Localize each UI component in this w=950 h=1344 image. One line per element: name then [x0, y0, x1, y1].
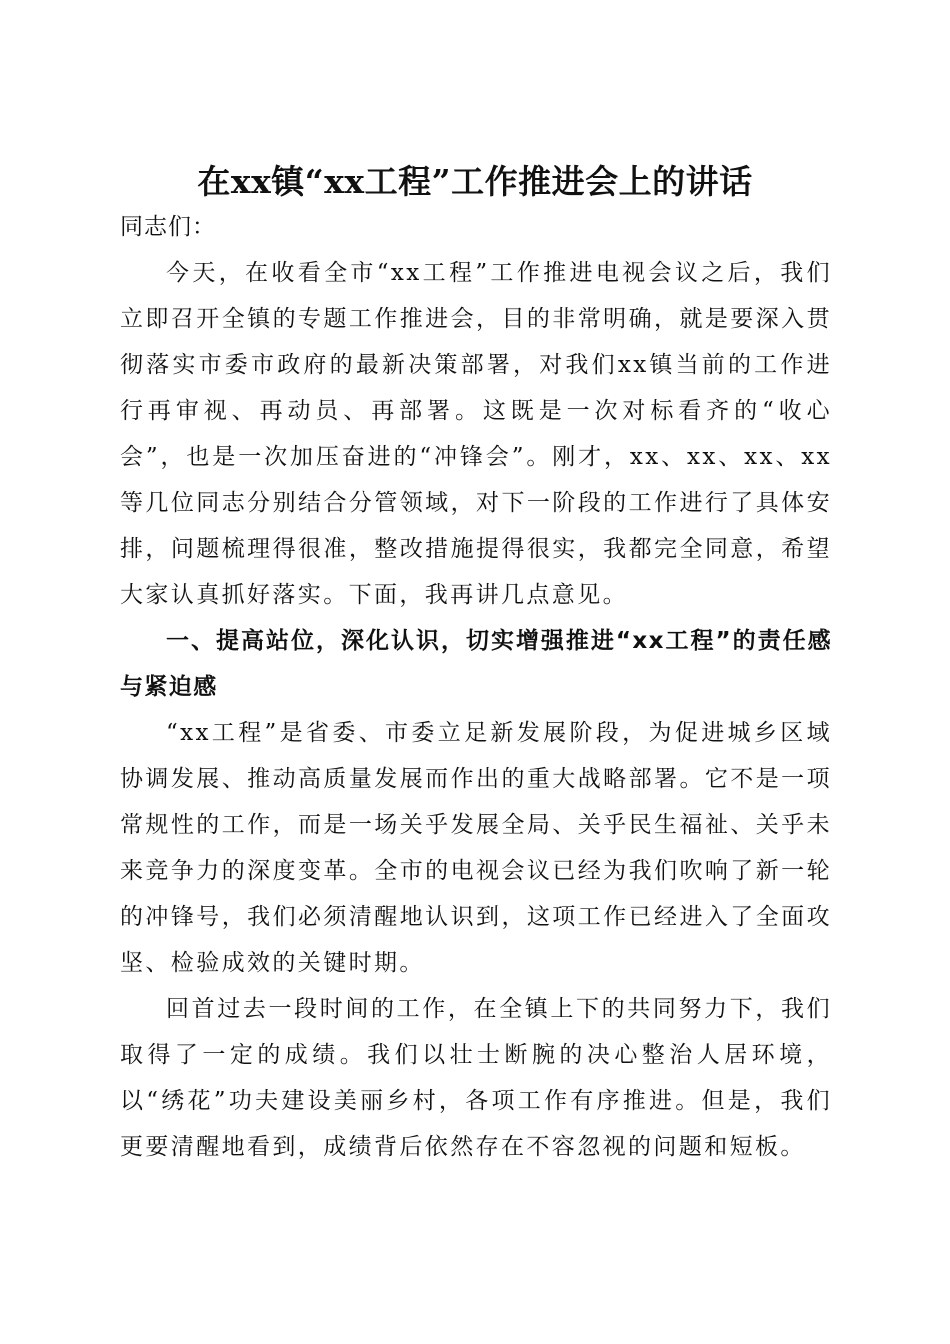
document-title: 在xx镇“xx工程”工作推进会上的讲话	[197, 162, 753, 202]
salutation: 同志们：	[120, 214, 216, 240]
intro-paragraph: 今天，在收看全市“xx工程”工作推进电视会议之后，我们立即召开全镇的专题工作推进会，目的非常明确，就是要深入贯彻落实市委市政府的最新决策部署，对我们xx镇当前的工作进行再审视、再动员、再部署。这既是一次对标看齐的“收心会”，也是一次加压奋进的“冲锋会”。刚才，xx、xx、xx、xx等几位同志分别结合分管领域，对下一阶段的工作进行了具体安排，问题梳理得很准，整改措施提得很实，我都完全同意，希望大家认真抓好落实。下面，我再讲几点意见。	[120, 260, 832, 608]
document-body	[120, 204, 832, 1170]
section-paragraph-2: 回首过去一段时间的工作，在全镇上下的共同努力下，我们取得了一定的成绩。我们以壮士断腕的决心整治人居环境，以“绣花”功夫建设美丽乡村，各项工作有序推进。但是，我们更要清醒地看到，成绩背后依然存在不容忽视的问题和短板。	[120, 996, 832, 1160]
section-paragraph-1: “xx工程”是省委、市委立足新发展阶段，为促进城乡区域协调发展、推动高质量发展而作出的重大战略部署。它不是一项常规性的工作，而是一场关乎发展全局、关乎民生福祉、关乎未来竞争力的深度变革。全市的电视会议已经为我们吹响了新一轮的冲锋号，我们必须清醒地认识到，这项工作已经进入了全面攻坚、检验成效的关键时期。	[120, 720, 832, 976]
section-heading: 一、提高站位，深化认识，切实增强推进“xx工程”的责任感与紧迫感	[120, 628, 832, 700]
